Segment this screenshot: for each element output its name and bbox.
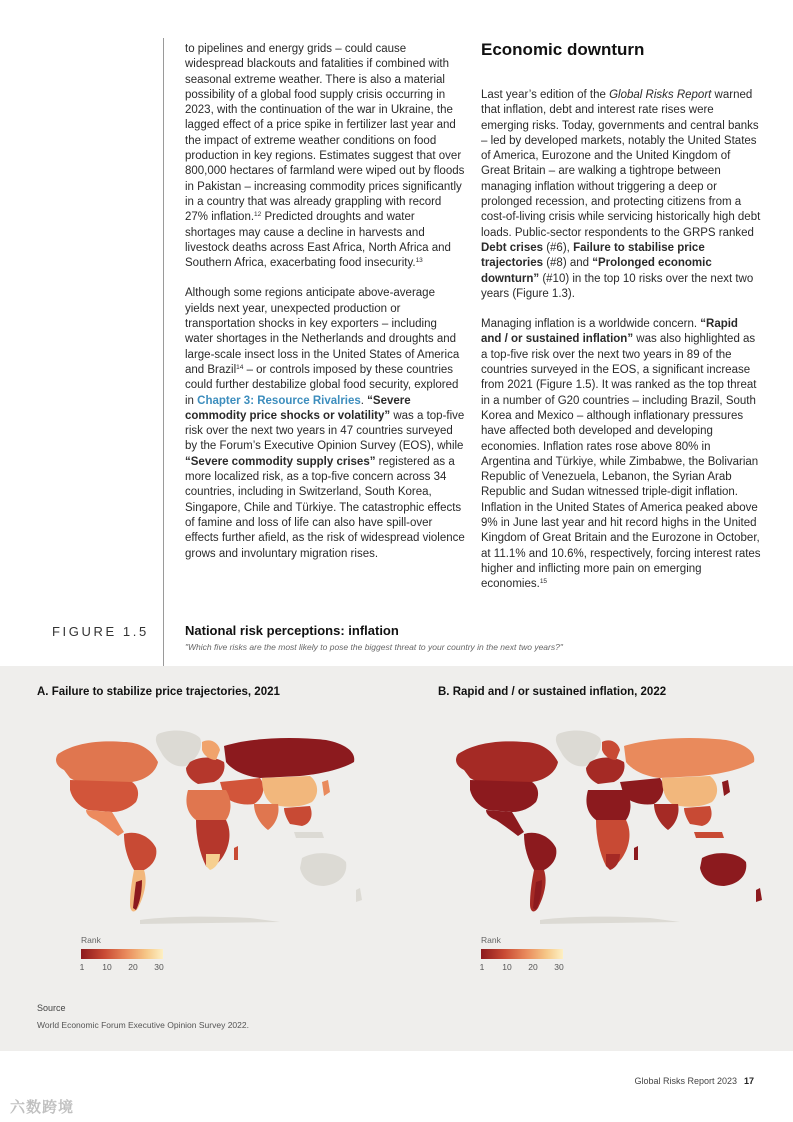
region-india (254, 804, 279, 830)
source-text: World Economic Forum Executive Opinion Survey 2022. (37, 1020, 249, 1030)
region-indonesia (694, 832, 724, 838)
region-europe (186, 758, 225, 785)
region-madagascar (234, 846, 238, 860)
legend-title: Rank (481, 935, 501, 945)
region-japan (722, 780, 730, 796)
figure-title: National risk perceptions: inflation (185, 623, 399, 638)
footer-report-name: Global Risks Report 2023 (634, 1076, 737, 1086)
region-usa (70, 780, 138, 812)
region-scandinavia (602, 740, 620, 760)
right-paragraph-1: Last year’s edition of the Global Risks Report warned that inflation, debt and interest rate rises were emerging risks. Today, governments and central banks – led by developed markets, notably the United States of America, Eurozone and the United Kingdom of Great Britain – are walking a tightrope between managing inflation without triggering a deep or prolonged recession, and protecting citizens from a cost-of-living crisis while servicing historically high debt loads. Public-sector respondents to the GRPS ranked Debt crises (#6), Failure to stabilise price trajectories (#8) and “Prolonged economic downturn” (#10) in the top 10 risks over the next two years (Figure 1.3). (481, 89, 761, 300)
region-japan (322, 780, 330, 796)
region-canada (56, 741, 158, 784)
region-southeast-asia (684, 806, 712, 826)
region-canada (456, 741, 558, 784)
legend-tick: 10 (102, 962, 112, 972)
figure-question: "Which five risks are the most likely to pose the biggest threat to your country in the next two years?" (185, 642, 563, 652)
region-china (262, 776, 317, 807)
region-south-america-north (124, 833, 156, 870)
legend-tick: 1 (79, 962, 85, 972)
figure-label: FIGURE 1.5 (52, 624, 149, 639)
left-paragraph-2: Although some regions anticipate above-average yields next year, unexpected production or transportation shocks in key exporters – including water shortages in the Netherlands and droughts and large-scale insect loss in the United States of America and Brazil$^{14}$ – or controls imposed by these countries could further destabilize global food security, explored in Chapter 3: Resource Rivalries. “Severe commodity price shocks or volatility” was a top-five risk over the next two years in 47 countries surveyed by the Forum’s Executive Opinion Survey (EOS), while “Severe commodity supply crises” registered as a more localized risk, as a top-five concern across 34 countries, including in Switzerland, South Korea, Singapore, Chile and Türkiye. The catastrophic effects of famine and loss of life can also have spill-over effects further afield, as the risk of widespread violence grows and involuntary migration rises. (185, 287, 465, 560)
region-mexico (486, 810, 524, 836)
footnote-ref[interactable]: 14 (236, 363, 244, 371)
legend-ticks (481, 962, 571, 974)
region-antarctica (540, 917, 680, 924)
region-europe (586, 758, 625, 785)
column-divider (163, 38, 164, 666)
map-b-title: B. Rapid and / or sustained inflation, 2022 (438, 686, 667, 698)
chapter-3-link[interactable]: Chapter 3: Resource Rivalries (197, 394, 361, 407)
region-new-zealand (356, 888, 362, 902)
region-usa (470, 780, 538, 812)
legend-title: Rank (81, 935, 101, 945)
legend-b (481, 935, 571, 974)
legend-tick: 30 (154, 962, 164, 972)
region-russia (624, 738, 754, 778)
map-a-title: A. Failure to stabilize price trajectories, 2021 (37, 686, 280, 698)
right-paragraph-2: Managing inflation is a worldwide concern. “Rapid and / or sustained inflation” was also highlighted as a top-five risk over the next two years in 89 of the countries surveyed in the EOS, a significant increase from 2021 (Figure 1.5). It was ranked as the top threat in a number of G20 countries – including Brazil, South Korea and Mexico – although inflationary pressures have affected both developed and developing economies. Inflation rates rose above 80% in Argentina and Türkiye, while Zimbabwe, the Bolivarian Republic of Venezuela, Lebanon, the Syrian Arab Republic and Sudan witnessed triple-digit inflation. Inflation in the United States of America peaked above 9% in June last year and hit record highs in the United Kingdom of Great Britain and the Eurozone in October, at 11.1% and 10.6%, respectively, forcing interest rates higher and inflicting more pain on emerging economies.$^{15}$ (481, 318, 761, 591)
footnote-ref[interactable]: 15 (539, 578, 548, 586)
region-china (662, 776, 717, 807)
region-south-america-north (524, 833, 556, 870)
footnote-ref[interactable]: 13 (415, 257, 423, 265)
world-map-a (40, 720, 365, 930)
region-scandinavia (202, 740, 220, 760)
region-southeast-asia (284, 806, 312, 826)
legend-tick: 30 (554, 962, 564, 972)
legend-tick: 10 (502, 962, 512, 972)
region-africa-north (186, 790, 230, 820)
legend-tick: 20 (128, 962, 138, 972)
left-column (185, 42, 465, 577)
left-paragraph-1: to pipelines and energy grids – could cause widespread blackouts and fatalities if combined with seasonal extreme weather. There is also a material possibility of a global food supply crisis occurring in 2023, with the continuation of the war in Ukraine, the lagged effect of a price spike in fertilizer last year and the impact of extreme weather conditions on food production in key regions. Estimates suggest that over 800,000 hectares of farmland were wiped out by floods in Pakistan – increasing commodity prices significantly in a country that was already grappling with record 27% inflation.$^{12}$ Predicted droughts and water shortages may cause a decline in harvests and livestock deaths across East Africa, North Africa and Southern Africa, exacerbating food insecurity.$^{13}$ (185, 43, 465, 270)
legend-tick: 20 (528, 962, 538, 972)
region-africa-north (586, 790, 630, 820)
legend-color-bar (81, 949, 163, 959)
region-india (654, 804, 679, 830)
region-australia (700, 853, 746, 886)
region-africa-south (606, 854, 620, 870)
region-madagascar (634, 846, 638, 860)
region-africa-south (206, 854, 220, 870)
region-antarctica (140, 917, 280, 924)
footnote-ref[interactable]: 12 (254, 211, 262, 219)
region-indonesia (294, 832, 324, 838)
legend-ticks (81, 962, 171, 974)
watermark: 六数跨境 (10, 1099, 75, 1116)
page-number: 17 (744, 1076, 755, 1086)
legend-a (81, 935, 171, 974)
region-russia (224, 738, 354, 778)
region-mexico (86, 810, 124, 836)
source-label: Source (37, 1003, 66, 1013)
region-new-zealand (756, 888, 762, 902)
region-australia (300, 853, 346, 886)
world-map-b (440, 720, 765, 930)
right-column (481, 88, 761, 608)
legend-color-bar (481, 949, 563, 959)
legend-tick: 1 (479, 962, 485, 972)
section-heading: Economic downturn (481, 40, 645, 59)
